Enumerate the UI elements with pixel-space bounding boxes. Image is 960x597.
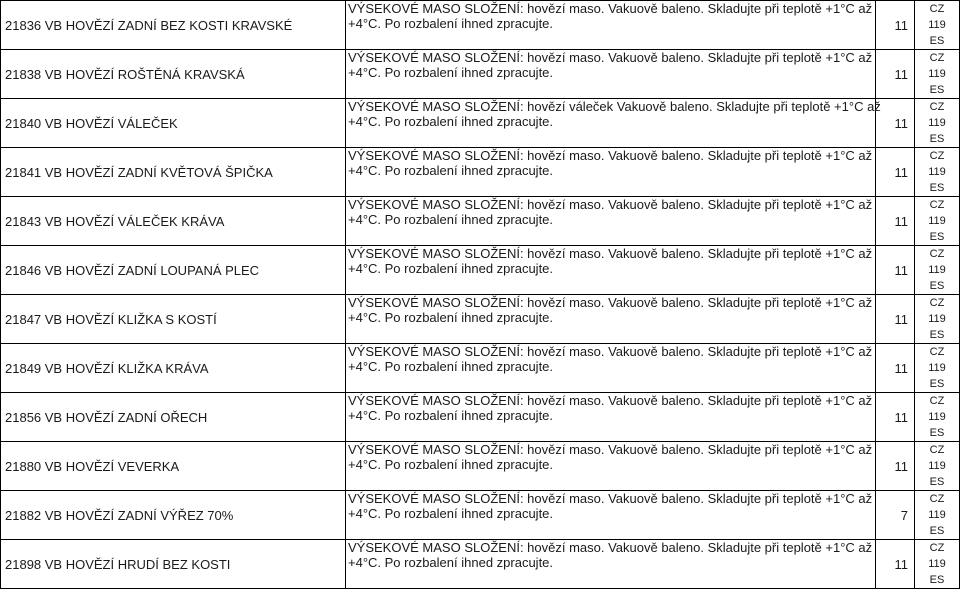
origin-mark: ES xyxy=(929,525,945,537)
product-quantity: 11 xyxy=(876,344,915,393)
origin-code: 119 xyxy=(928,411,946,423)
table-row xyxy=(1,1,960,50)
product-origin xyxy=(915,148,960,197)
product-quantity: 11 xyxy=(876,442,915,491)
description-line-2: +4°C. Po rozbalení ihned zpracujte. xyxy=(348,555,554,570)
table-row xyxy=(1,393,960,442)
product-name: 21838 VB HOVĚZÍ ROŠTĚNÁ KRAVSKÁ xyxy=(1,50,346,99)
product-name: 21856 VB HOVĚZÍ ZADNÍ OŘECH xyxy=(1,393,346,442)
table-row xyxy=(1,295,960,344)
product-name: 21882 VB HOVĚZÍ ZADNÍ VÝŘEZ 70% xyxy=(1,491,346,540)
product-origin xyxy=(915,99,960,148)
table-row xyxy=(1,540,960,589)
table-row xyxy=(1,491,960,540)
description-line-1: VÝSEKOVÉ MASO SLOŽENÍ: hovězí maso. Vakuově baleno. Skladujte při teplotě +1°C až xyxy=(348,197,873,212)
product-quantity: 11 xyxy=(876,1,915,50)
origin-country: CZ xyxy=(929,248,945,260)
description-line-2: +4°C. Po rozbalení ihned zpracujte. xyxy=(348,408,554,423)
product-origin xyxy=(915,393,960,442)
origin-mark: ES xyxy=(929,84,945,96)
description-line-1: VÝSEKOVÉ MASO SLOŽENÍ: hovězí maso. Vakuově baleno. Skladujte při teplotě +1°C až xyxy=(348,148,873,163)
origin-country: CZ xyxy=(929,493,945,505)
product-description xyxy=(346,491,876,540)
product-name: 21847 VB HOVĚZÍ KLIŽKA S KOSTÍ xyxy=(1,295,346,344)
product-origin xyxy=(915,344,960,393)
product-description xyxy=(346,442,876,491)
origin-mark: ES xyxy=(929,231,945,243)
description-line-1: VÝSEKOVÉ MASO SLOŽENÍ: hovězí maso. Vakuově baleno. Skladujte při teplotě +1°C až xyxy=(348,50,873,65)
origin-mark: ES xyxy=(929,182,945,194)
description-line-1: VÝSEKOVÉ MASO SLOŽENÍ: hovězí maso. Vakuově baleno. Skladujte při teplotě +1°C až xyxy=(348,246,873,261)
origin-code: 119 xyxy=(928,313,946,325)
product-table-body xyxy=(1,1,960,589)
origin-code: 119 xyxy=(928,460,946,472)
origin-code: 119 xyxy=(928,166,946,178)
product-origin xyxy=(915,295,960,344)
description-line-1: VÝSEKOVÉ MASO SLOŽENÍ: hovězí maso. Vakuově baleno. Skladujte při teplotě +1°C až xyxy=(348,393,873,408)
product-quantity: 11 xyxy=(876,246,915,295)
product-description xyxy=(346,1,876,50)
description-line-1: VÝSEKOVÉ MASO SLOŽENÍ: hovězí maso. Vakuově baleno. Skladujte při teplotě +1°C až xyxy=(348,540,873,555)
origin-code: 119 xyxy=(928,509,946,521)
product-quantity: 7 xyxy=(876,491,915,540)
description-line-1: VÝSEKOVÉ MASO SLOŽENÍ: hovězí maso. Vakuově baleno. Skladujte při teplotě +1°C až xyxy=(348,1,873,16)
product-name: 21898 VB HOVĚZÍ HRUDÍ BEZ KOSTI xyxy=(1,540,346,589)
product-name: 21846 VB HOVĚZÍ ZADNÍ LOUPANÁ PLEC xyxy=(1,246,346,295)
origin-country: CZ xyxy=(929,101,945,113)
origin-code: 119 xyxy=(928,264,946,276)
description-line-1: VÝSEKOVÉ MASO SLOŽENÍ: hovězí maso. Vakuově baleno. Skladujte při teplotě +1°C až xyxy=(348,344,873,359)
table-row xyxy=(1,442,960,491)
product-description xyxy=(346,50,876,99)
product-name: 21836 VB HOVĚZÍ ZADNÍ BEZ KOSTI KRAVSKÉ xyxy=(1,1,346,50)
description-line-2: +4°C. Po rozbalení ihned zpracujte. xyxy=(348,457,554,472)
description-line-2: +4°C. Po rozbalení ihned zpracujte. xyxy=(348,261,554,276)
origin-mark: ES xyxy=(929,280,945,292)
table-row xyxy=(1,197,960,246)
origin-mark: ES xyxy=(929,133,945,145)
origin-mark: ES xyxy=(929,378,945,390)
description-line-1: VÝSEKOVÉ MASO SLOŽENÍ: hovězí maso. Vakuově baleno. Skladujte při teplotě +1°C až xyxy=(348,442,873,457)
table-row xyxy=(1,246,960,295)
description-line-2: +4°C. Po rozbalení ihned zpracujte. xyxy=(348,506,554,521)
table-row xyxy=(1,148,960,197)
product-quantity: 11 xyxy=(876,197,915,246)
description-line-2: +4°C. Po rozbalení ihned zpracujte. xyxy=(348,16,554,31)
origin-mark: ES xyxy=(929,35,945,47)
product-name: 21840 VB HOVĚZÍ VÁLEČEK xyxy=(1,99,346,148)
table-row xyxy=(1,99,960,148)
product-description xyxy=(346,295,876,344)
origin-code: 119 xyxy=(928,19,946,31)
product-description xyxy=(346,197,876,246)
description-line-2: +4°C. Po rozbalení ihned zpracujte. xyxy=(348,65,554,80)
origin-country: CZ xyxy=(929,52,945,64)
origin-code: 119 xyxy=(928,117,946,129)
description-line-2: +4°C. Po rozbalení ihned zpracujte. xyxy=(348,310,554,325)
product-description xyxy=(346,540,876,589)
product-quantity: 11 xyxy=(876,148,915,197)
product-description xyxy=(346,393,876,442)
product-quantity: 11 xyxy=(876,50,915,99)
product-name: 21849 VB HOVĚZÍ KLIŽKA KRÁVA xyxy=(1,344,346,393)
description-line-1: VÝSEKOVÉ MASO SLOŽENÍ: hovězí maso. Vakuově baleno. Skladujte při teplotě +1°C až xyxy=(348,491,873,506)
origin-mark: ES xyxy=(929,329,945,341)
description-line-2: +4°C. Po rozbalení ihned zpracujte. xyxy=(348,359,554,374)
origin-code: 119 xyxy=(928,558,946,570)
origin-code: 119 xyxy=(928,68,946,80)
product-origin xyxy=(915,1,960,50)
table-row xyxy=(1,50,960,99)
origin-mark: ES xyxy=(929,427,945,439)
description-line-2: +4°C. Po rozbalení ihned zpracujte. xyxy=(348,163,554,178)
product-description xyxy=(346,344,876,393)
description-line-2: +4°C. Po rozbalení ihned zpracujte. xyxy=(348,212,554,227)
origin-country: CZ xyxy=(929,3,945,15)
origin-country: CZ xyxy=(929,150,945,162)
product-description xyxy=(346,99,881,148)
origin-code: 119 xyxy=(928,215,946,227)
product-origin xyxy=(915,246,960,295)
product-origin xyxy=(915,491,960,540)
product-origin xyxy=(915,540,960,589)
product-description xyxy=(346,148,876,197)
product-quantity: 11 xyxy=(876,99,915,148)
product-name: 21843 VB HOVĚZÍ VÁLEČEK KRÁVA xyxy=(1,197,346,246)
origin-country: CZ xyxy=(929,346,945,358)
description-line-1: VÝSEKOVÉ MASO SLOŽENÍ: hovězí váleček Vakuově baleno. Skladujte při teplotě +1°C až xyxy=(348,99,881,114)
product-name: 21841 VB HOVĚZÍ ZADNÍ KVĚTOVÁ ŠPIČKA xyxy=(1,148,346,197)
origin-mark: ES xyxy=(929,476,945,488)
origin-country: CZ xyxy=(929,297,945,309)
origin-country: CZ xyxy=(929,199,945,211)
product-quantity: 11 xyxy=(876,295,915,344)
product-origin xyxy=(915,197,960,246)
origin-mark: ES xyxy=(929,574,945,586)
origin-code: 119 xyxy=(928,362,946,374)
product-name: 21880 VB HOVĚZÍ VEVERKA xyxy=(1,442,346,491)
origin-country: CZ xyxy=(929,395,945,407)
origin-country: CZ xyxy=(929,542,945,554)
table-row xyxy=(1,344,960,393)
product-quantity: 11 xyxy=(876,540,915,589)
description-line-1: VÝSEKOVÉ MASO SLOŽENÍ: hovězí maso. Vakuově baleno. Skladujte při teplotě +1°C až xyxy=(348,295,873,310)
description-line-2: +4°C. Po rozbalení ihned zpracujte. xyxy=(348,114,554,129)
origin-country: CZ xyxy=(929,444,945,456)
product-origin xyxy=(915,442,960,491)
product-origin xyxy=(915,50,960,99)
product-description xyxy=(346,246,876,295)
product-quantity: 11 xyxy=(876,393,915,442)
